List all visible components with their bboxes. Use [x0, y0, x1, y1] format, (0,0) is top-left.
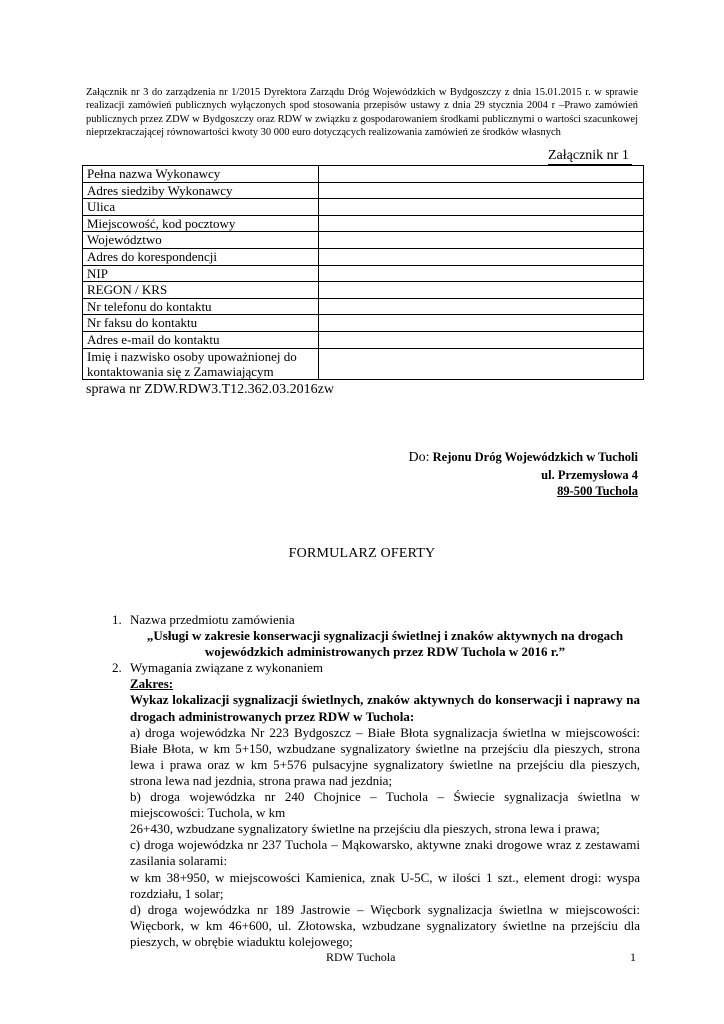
section-2-number: 2. — [112, 660, 122, 676]
contractor-row — [83, 182, 644, 199]
contractor-row — [83, 166, 644, 183]
header-note: Załącznik nr 3 do zarządzenia nr 1/2015 Dyrektora Zarządu Dróg Wojewódzkich w Bydgoszczy z dnia 15.01.2015 r. w sprawie realizacji zamówień publicznych wyłączonych spod stosowania przepisów ustawy z dnia 29 stycznia 2004 r –Prawo zamówień publicznych przez ZDW w Bydgoszczy oraz RDW w związku z gospodarowaniem środkami publicznymi o wartości szacunkowej nieprzekraczającej równowartości kwoty 30 000 euro dotyczących realizowania zamówień ze środków własnych — [86, 87, 638, 139]
contractor-field-value[interactable] — [319, 232, 644, 249]
case-number: sprawa nr ZDW.RDW3.T12.362.03.2016zw — [86, 382, 334, 397]
scope-label: Zakres: — [130, 676, 174, 692]
attachment-label: Załącznik nr 1 — [548, 148, 632, 165]
contractor-row — [83, 298, 644, 315]
location-item-b-part1: b) droga wojewódzka nr 240 Chojnice – Tuchola – Świecie sygnalizacja świetlna w miejscowości: Tuchola, w km — [130, 789, 640, 821]
contractor-row — [83, 265, 644, 282]
contractor-field-value[interactable] — [319, 182, 644, 199]
contractor-row — [83, 348, 644, 379]
contractor-field-label: NIP — [83, 265, 319, 282]
footer-label: RDW Tuchola — [326, 950, 396, 964]
contractor-row — [83, 331, 644, 348]
contractor-field-value[interactable] — [319, 265, 644, 282]
contractor-field-value[interactable] — [319, 166, 644, 183]
contractor-field-label: Miejscowość, kod pocztowy — [83, 215, 319, 232]
contractor-field-value[interactable] — [319, 215, 644, 232]
contractor-field-value[interactable] — [319, 282, 644, 299]
contractor-row — [83, 215, 644, 232]
recipient-address — [409, 449, 638, 500]
section-1-number: 1. — [112, 612, 122, 627]
contractor-field-value[interactable] — [319, 315, 644, 332]
offer-content — [86, 612, 640, 950]
contractor-field-value[interactable] — [319, 248, 644, 265]
contractor-field-label: Imię i nazwisko osoby upoważnionej do kontaktowania się z Zamawiającym — [83, 348, 319, 379]
contractor-field-label: Ulica — [83, 199, 319, 216]
location-item-c-part1: c) droga wojewódzka nr 237 Tuchola – Mąkowarsko, aktywne znaki drogowe wraz z zestawami zasilania solarami: — [130, 837, 640, 869]
contractor-field-label: REGON / KRS — [83, 282, 319, 299]
location-item-a: a) droga wojewódzka Nr 223 Bydgoszcz – Białe Błota sygnalizacja świetlna w miejscowości: Białe Błota, w km 5+150, wzbudzane sygnalizatory świetlne na przejściu dla pieszych, strona lewa i prawa oraz w km 5+576 pulsacyjne sygnalizatory świetlne na przejściu dla pieszych, strona lewa nad jezdnia, strona prawa nad jezdnia; — [130, 724, 640, 788]
section-1 — [86, 612, 640, 628]
recipient-name: Rejonu Dróg Wojewódzkich w Tucholi — [432, 450, 638, 464]
locations-heading: Wykaz lokalizacji sygnalizacji świetlnych, znaków aktywnych do konserwacji i naprawy na drogach administrowanych przez RDW w Tuchola: — [130, 692, 640, 724]
form-title: FORMULARZ OFERTY — [288, 546, 436, 561]
location-item-c-part2: w km 38+950, w miejscowości Kamienica, znak U-5C, w ilości 1 szt., element drogi: wyspa rozdziału, 1 solar; — [130, 869, 640, 901]
contractor-field-label: Adres siedziby Wykonawcy — [83, 182, 319, 199]
contractor-table — [82, 165, 644, 380]
contractor-row — [83, 248, 644, 265]
contractor-row — [83, 199, 644, 216]
contractor-field-label: Pełna nazwa Wykonawcy — [83, 166, 319, 183]
location-item-d: d) droga wojewódzka nr 189 Jastrowie – Więcbork sygnalizacja świetlna w miejscowości: Więcbork, w km 46+600, ul. Złotowska, wzbudzane sygnalizatory świetlne na przejściu dla pieszych, w obrębie wiaduktu kolejowego; — [130, 901, 640, 949]
contractor-field-label: Nr telefonu do kontaktu — [83, 298, 319, 315]
section-2-title: Wymagania związane z wykonaniem — [130, 660, 324, 676]
contractor-field-value[interactable] — [319, 199, 644, 216]
section-1-title: Nazwa przedmiotu zamówienia — [130, 612, 295, 627]
contractor-row — [83, 232, 644, 249]
section-2 — [86, 660, 640, 676]
page-number: 1 — [630, 950, 636, 964]
contractor-field-label: Nr faksu do kontaktu — [83, 315, 319, 332]
contractor-row — [83, 315, 644, 332]
contractor-field-label: Województwo — [83, 232, 319, 249]
contractor-field-value[interactable] — [319, 331, 644, 348]
location-item-b-part2: 26+430, wzbudzane sygnalizatory świetlne na przejściu dla pieszych, strona lewa i prawa; — [130, 821, 600, 837]
contractor-field-label: Adres do korespondencji — [83, 248, 319, 265]
subject-title: „Usługi w zakresie konserwacji sygnalizacji świetlnej i znaków aktywnych na drogach wojewódzkich administrowanych przez RDW Tuchola w 2016 r.” — [146, 628, 624, 660]
recipient-prefix: Do: — [408, 450, 430, 465]
contractor-field-value[interactable] — [319, 348, 644, 379]
contractor-field-label: Adres e-mail do kontaktu — [83, 331, 319, 348]
recipient-street: ul. Przemysłowa 4 — [541, 467, 638, 482]
contractor-row — [83, 282, 644, 299]
contractor-field-value[interactable] — [319, 298, 644, 315]
recipient-postal: 89-500 Tuchola — [557, 484, 638, 498]
